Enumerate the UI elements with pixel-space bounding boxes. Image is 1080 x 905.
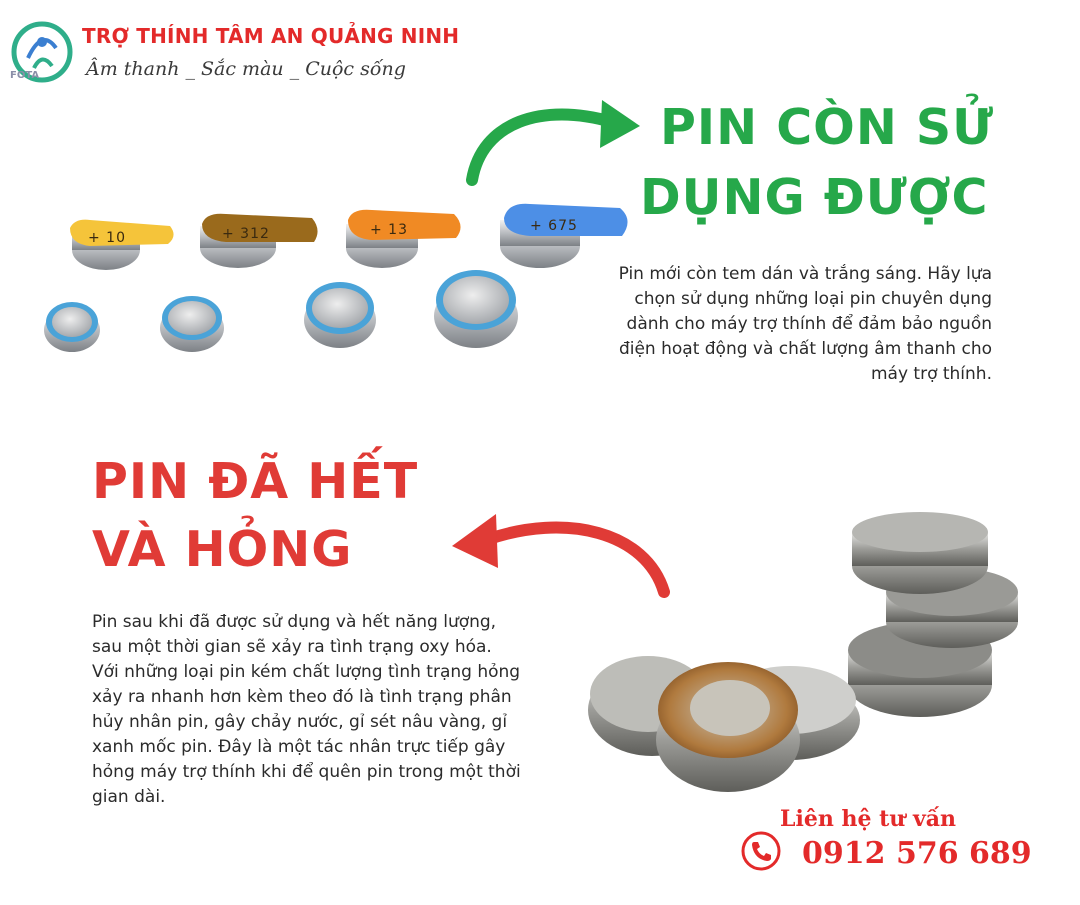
- good-description: Pin mới còn tem dán và trắng sáng. Hãy lựa chọn sử dụng những loại pin chuyên dụng dành cho máy trợ thính để đảm bảo nguồn điện hoạt động và chất lượng âm thanh cho máy trợ thính.: [618, 264, 992, 384]
- battery-label-675: + 675: [530, 218, 578, 234]
- phone-number[interactable]: 0912 576 689: [802, 836, 1032, 871]
- battery-675: [500, 204, 628, 268]
- battery-13: [346, 210, 461, 268]
- battery-plain-1: [44, 302, 100, 352]
- logo-text: FOTA: [10, 70, 40, 81]
- bad-description: Pin sau khi đã được sử dụng và hết năng lượng, sau một thời gian sẽ xảy ra tình trạng oxy hóa. Với những loại pin kém chất lượng tình trạng hỏng xảy ra nhanh hơn kèm theo đó là tình trạng phân hủy nhân pin, gây chảy nước, gỉ sét nâu vàng, gỉ xanh mốc pin. Đây là một tác nhân trực tiếp gây hỏng máy trợ thính khi để quên pin trong một thời gian dài.: [92, 612, 521, 807]
- battery-label-312: + 312: [222, 226, 270, 242]
- bad-heading-line2: VÀ HỎNG: [92, 521, 353, 578]
- brand-title: TRỢ THÍNH TÂM AN QUẢNG NINH: [82, 24, 460, 48]
- battery-plain-2: [160, 296, 224, 352]
- contact-label: Liên hệ tư vấn: [780, 806, 956, 832]
- battery-plain-3: [304, 282, 376, 348]
- bad-heading-line1: PIN ĐÃ HẾT: [92, 453, 419, 510]
- phone-icon[interactable]: [740, 830, 782, 872]
- new-batteries-illustration: [30, 190, 630, 365]
- good-heading-line1: PIN CÒN SỬ: [660, 99, 995, 156]
- good-heading-line2: DỤNG ĐƯỢC: [640, 169, 989, 226]
- battery-312: [200, 214, 318, 268]
- damaged-batteries-illustration: [580, 510, 1030, 800]
- battery-label-10: + 10: [88, 230, 126, 246]
- battery-label-13: + 13: [370, 222, 408, 238]
- battery-rusted: [656, 662, 800, 792]
- battery-10: [70, 220, 174, 270]
- green-arrow-icon: [462, 92, 642, 192]
- battery-plain-4: [434, 270, 518, 348]
- battery-stack: [848, 512, 1018, 717]
- brand-slogan: Âm thanh _ Sắc màu _ Cuộc sống: [86, 58, 406, 80]
